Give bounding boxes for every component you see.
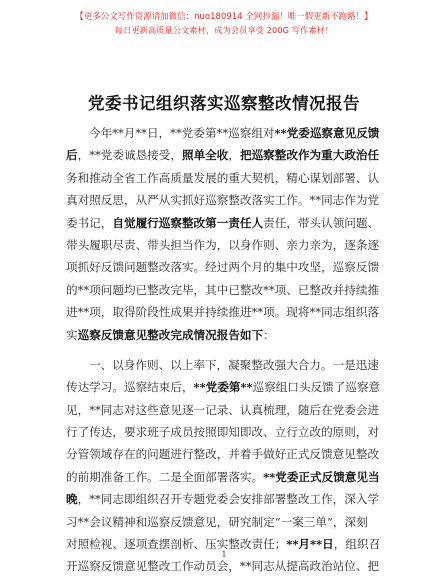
text-run: 的前期准备工作。二是全面部署落实。: [66, 469, 264, 484]
text-run: 的**项问题均已整改完毕，其中已整改**项、已整改并持续推: [66, 282, 380, 297]
text-run: ，组织召: [333, 537, 381, 552]
text-run: 巡察组口头反馈了巡察意: [252, 380, 381, 395]
text-line: [66, 279, 383, 301]
text-line: [66, 466, 383, 488]
document-body: [66, 122, 383, 578]
page-number: 1: [221, 550, 227, 559]
text-run: 进**项，取得阶段性成果并持续推进**项。现将**同志组织落: [66, 305, 380, 320]
text-line: [66, 144, 383, 166]
bold-text-run: 后: [66, 148, 78, 163]
bold-text-run: 自觉履行巡察整改第一责任人: [112, 215, 264, 230]
text-run: 习**会议精神和巡察反馈意见，研究制定“一案三单”，深刻: [66, 514, 368, 529]
text-line: [66, 167, 383, 189]
bold-text-run: 晚: [66, 492, 78, 507]
text-line: [66, 511, 383, 533]
text-run: ，**同志即组织召开专题党委会安排部署整改工作，深入学: [77, 492, 380, 507]
text-line: [66, 301, 383, 323]
text-run: 今年**月**日，**党委第**巡察组对: [89, 126, 275, 140]
text-run: 分管领域存在的问题进行整改，并着手做好正式反馈意见整改: [66, 447, 380, 462]
text-run: 真对照反思，从严从实抓好巡察整改落实工作。**同志作为党: [66, 193, 380, 208]
text-run: ：: [263, 327, 275, 342]
bold-text-run: **党委巡察意见反馈: [274, 126, 380, 140]
text-run: 行了传达，要求班子成员按照即知即改、立行立改的原则，对: [66, 425, 380, 440]
text-run: 项抓好反馈问题整改落实。经过两个月的集中攻坚，巡察反馈: [66, 260, 380, 275]
text-run: 务和推动全省工作高质量发展的重大契机，精心谋划部署、认: [66, 170, 380, 185]
text-line: [66, 212, 383, 234]
bold-text-run: **月**日: [286, 537, 334, 552]
text-run: 实: [66, 327, 78, 342]
text-line: [66, 399, 383, 421]
text-run: 传达学习。巡察结束后，: [66, 380, 194, 395]
text-line: [66, 443, 383, 465]
bold-text-run: **党委第**: [193, 380, 253, 395]
text-line: [66, 421, 383, 443]
text-line: [66, 324, 383, 346]
bold-text-run: 巡察反馈意见整改完成情况报告如下: [77, 327, 264, 342]
text-run: 开巡察反馈意见整改工作动员会，**同志从提高政治站位、把: [66, 559, 380, 574]
text-run: ，**党委诚恳接受，: [77, 148, 182, 163]
promo-banner: [0, 9, 448, 37]
text-line: [66, 122, 383, 144]
paragraph: [66, 354, 383, 578]
text-run: 责任，带头认领问题、: [263, 215, 380, 230]
text-run: 委书记，: [66, 215, 113, 230]
text-line: [66, 256, 383, 278]
text-line: [66, 234, 383, 256]
document-title: 党委书记组织落实巡察整改情况报告: [88, 94, 360, 113]
text-line: [66, 354, 383, 376]
bold-text-run: **党委正式反馈意见当: [263, 469, 380, 484]
promo-line-1: 【更多公文写作资源请加微信：nuo180914 全网抄漏！唯一假更新不跑路！】: [75, 11, 373, 21]
text-run: ，: [228, 148, 240, 163]
promo-line-2: 每日更新高质量公文素材，成为会员享受 200G 写作素材！: [114, 25, 334, 35]
text-line: [66, 376, 383, 398]
text-run: 见，**同志对这些意见逐一记录、认真梳理，随后在党委会进: [66, 402, 380, 417]
text-run: 对照检视、逐项查摆剖析、压实整改责任；: [66, 537, 287, 552]
text-line: [66, 488, 383, 510]
bold-text-run: 照单全收: [181, 148, 229, 163]
paragraph: [66, 122, 383, 346]
text-line: [66, 189, 383, 211]
bold-text-run: 把巡察整改作为重大政治任: [239, 148, 380, 163]
text-run: 一、以身作则、以上率下，凝聚整改强大合力。一是迅速: [89, 357, 379, 372]
text-run: 带头履职尽责、带头担当作为，以身作则、亲力亲为，逐条逐: [66, 237, 380, 252]
